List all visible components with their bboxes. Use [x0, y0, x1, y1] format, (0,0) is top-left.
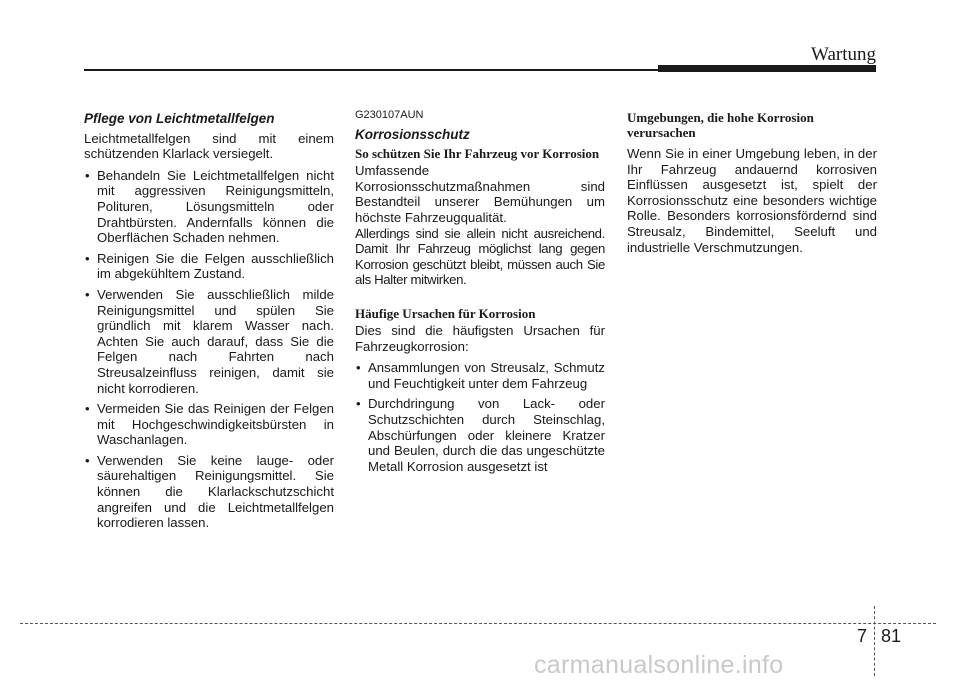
list-item: • Ansammlungen von Streusalz, Schmutz und Feuchtigkeit unter dem Fahrzeug — [355, 360, 605, 391]
protect-vehicle-heading: So schützen Sie Ihr Fahrzeug vor Korrosion — [355, 146, 600, 162]
column-alloy-wheels — [84, 108, 334, 536]
corrosion-causes-heading: Häufige Ursachen für Korrosion — [355, 305, 536, 321]
chapter-number: 7 — [857, 626, 868, 646]
protect-vehicle-para-2: Allerdings sind sie allein nicht ausreichend. Damit Ihr Fahrzeug möglichst lang gegen Korrosion geschützt bleibt, müssen auch Sie als Halter mitwirken. — [355, 225, 605, 288]
footer-rule — [20, 623, 936, 624]
watermark: carmanualsonline.info — [534, 651, 784, 679]
environments-para: Wenn Sie in einer Umgebung leben, in der Ihr Fahrzeug andauernd korrosiven Einflüssen ausgesetzt ist, spielt der Korrosionsschutz eine besonders wichtige Rolle. Besonders korrosionsfördernd sind Streusalz, Bindemittel, Seeluft und industrielle Verschmutzungen. — [627, 146, 877, 255]
corrosion-causes-intro: Dies sind die häufigsten Ursachen für Fahrzeugkorrosion: — [355, 322, 605, 354]
list-item: • Reinigen Sie die Felgen ausschließlich im abgekühltem Zustand. — [84, 251, 334, 282]
corrosion-subtitle: Korrosionsschutz — [355, 126, 470, 142]
alloy-wheels-intro: Leichtmetallfelgen sind mit einem schützenden Klarlack versiegelt. — [84, 130, 334, 162]
list-item: • Vermeiden Sie das Reinigen der Felgen mit Hochgeschwindigkeitsbürsten in Waschanlagen. — [84, 401, 334, 448]
list-item: • Durchdringung von Lack- oder Schutzschichten durch Steinschlag, Abschürfungen oder kleinere Kratzer und Beulen, durch die das ungeschützte Metall Korrosion ausgesetzt ist — [355, 396, 605, 474]
section-code: G230107AUN — [355, 109, 424, 121]
page-number: 81 — [881, 626, 902, 646]
environments-heading: Umgebungen, die hohe Korrosion verursachen — [627, 110, 814, 140]
page-number-separator — [874, 606, 875, 676]
column-corrosive-environments — [627, 108, 877, 261]
list-item: • Behandeln Sie Leichtmetallfelgen nicht mit aggressiven Reinigungsmitteln, Polituren, Lösungsmitteln oder Drahtbürsten. Andernfalls können die Oberflächen Schaden nehmen. — [84, 168, 334, 246]
protect-vehicle-para-1: Umfassende Korrosionsschutzmaßnahmen sind Bestandteil unserer Bemühungen um höchste Fahrzeugqualität. — [355, 163, 605, 225]
list-item: • Verwenden Sie keine lauge- oder säurehaltigen Reinigungsmittel. Sie können die Klarlackschutzschicht angreifen und die Leichtmetallfelgen korrodieren lassen. — [84, 453, 334, 531]
list-item: • Verwenden Sie ausschließlich milde Reinigungsmittel und spülen Sie gründlich mit klarem Wasser nach. Achten Sie auch darauf, dass Sie die Felgen nach Fahrten nach Streusalzeinfluss reinigen, damit sie nicht korrodieren. — [84, 287, 334, 396]
section-title: Wartung — [811, 44, 876, 65]
column-corrosion-protection — [355, 108, 605, 479]
corrosion-causes-list — [355, 360, 605, 474]
header-rule-accent — [658, 65, 876, 72]
alloy-wheels-list — [84, 168, 334, 531]
alloy-wheels-subtitle: Pflege von Leichtmetallfelgen — [84, 111, 275, 126]
